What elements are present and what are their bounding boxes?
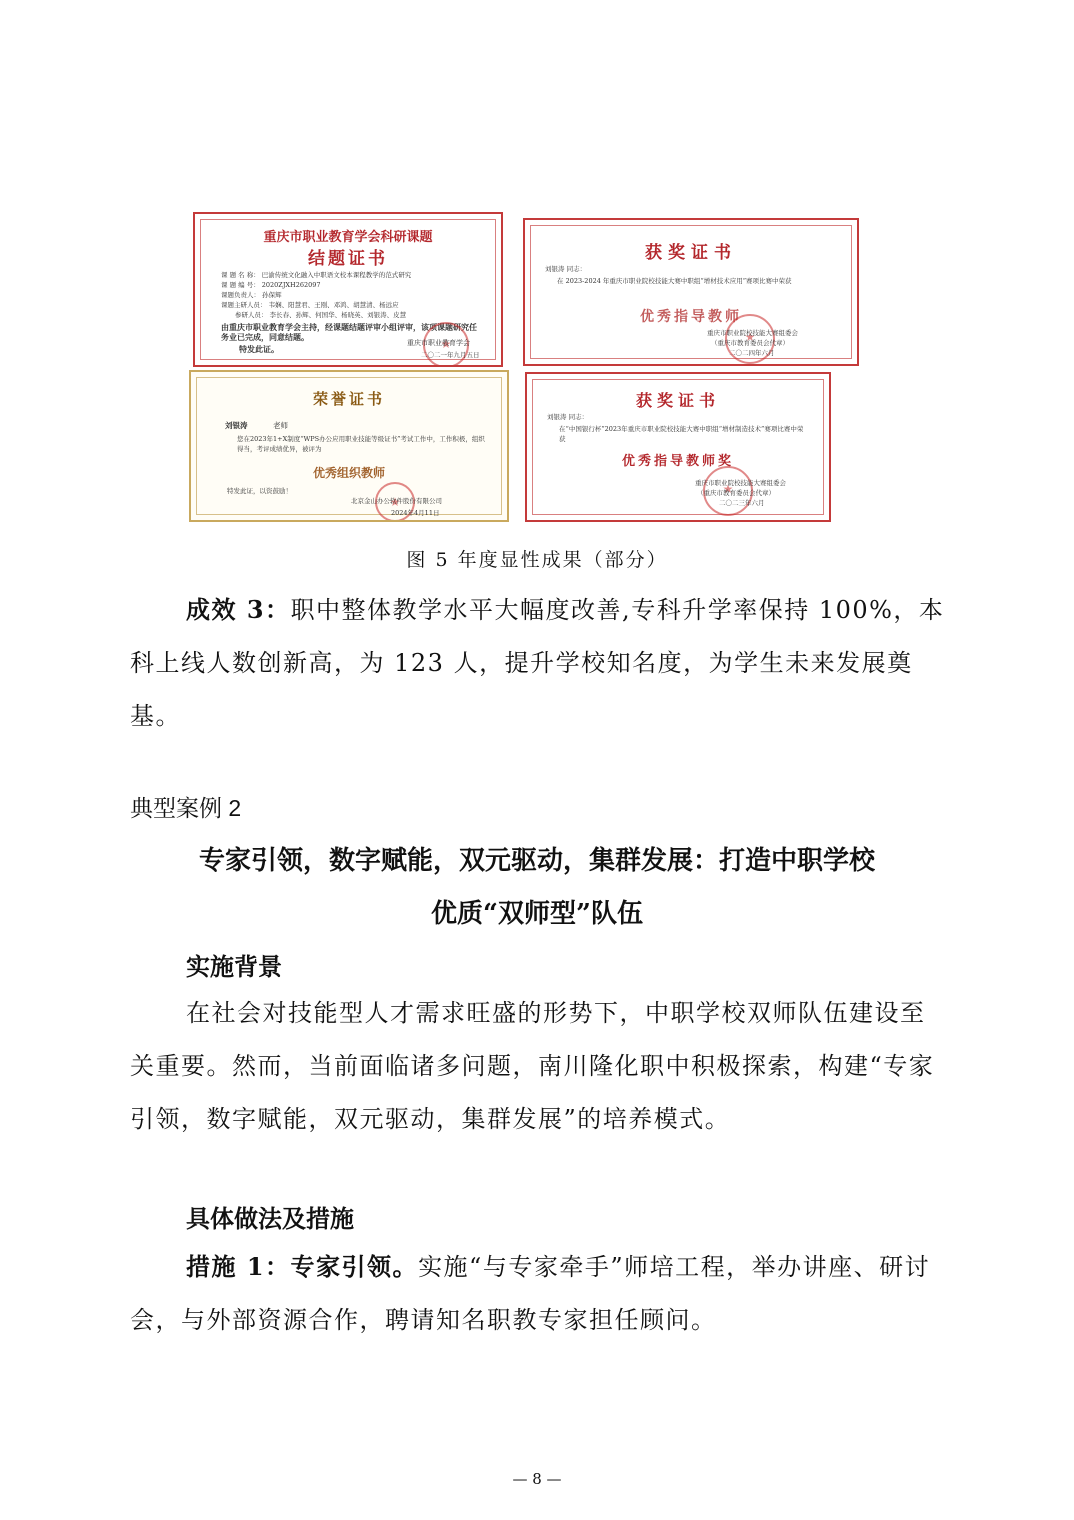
cert1-issuer: 重庆市职业教育学会 xyxy=(407,339,470,347)
cert1-body: 由重庆市职业教育学会主持，经课题结题评审小组评审，该项课题研究任务业已完成，同意结题。 xyxy=(221,322,477,342)
cert2-title: 获奖证书 xyxy=(645,243,737,263)
certificate-research-project xyxy=(193,212,503,367)
cert3-date: 2024年4月11日 xyxy=(391,509,440,517)
case-title-line1: 专家引领，数字赋能，双元驱动，集群发展：打造中职学校 xyxy=(198,846,875,876)
cert1-closing: 特发此证。 xyxy=(239,344,279,354)
cert2-name: 刘银涛 同志： xyxy=(545,265,587,273)
cert1-org: 重庆市职业教育学会科研课题 xyxy=(263,230,433,245)
result3-paragraph xyxy=(130,583,950,743)
cert3-award: 优秀组织教师 xyxy=(312,466,385,480)
cert2-body: 在 2023-2024 年重庆市职业院校技能大赛中职组“增材技术应用”赛项比赛中荣获 xyxy=(557,277,792,285)
cert4-issuer: 重庆市职业院校技能大赛组委会 xyxy=(695,479,786,487)
cert3-closing: 特发此证，以资鼓励！ xyxy=(227,487,292,495)
background-heading: 实施背景 xyxy=(186,954,282,981)
case-title-line2: 优质“双师型”队伍 xyxy=(431,899,643,929)
cert1-line: 课 题 编 号： 2020ZJXH262097 xyxy=(221,281,321,289)
cert4-issuer2: （重庆市教育委员会代章） xyxy=(697,489,775,497)
certificate-award-2023 xyxy=(525,372,831,522)
certificate-honor xyxy=(189,370,509,522)
result3-text: 职中整体教学水平大幅度改善,专科升学率保持 100%，本科上线人数创新高，为 123 人，提升学校知名度，为学生未来发展奠基。 xyxy=(130,596,945,730)
cert3-title: 荣誉证书 xyxy=(312,390,385,408)
cert1-line: 参研人员： 李长春、孙辉、何国华、杨晓英、刘银涛、皮慧 xyxy=(235,311,407,319)
cert2-issuer: 重庆市职业院校技能大赛组委会 xyxy=(707,329,798,337)
cert1-title: 结题证书 xyxy=(308,249,388,269)
cert3-name: 刘银涛 xyxy=(225,421,248,430)
cert1-line: 课题主研人员： 韦娴、阳慧君、王刚、邓鸿、胡慧清、杨远应 xyxy=(221,301,399,309)
cert3-issuer: 北京金山办公软件股份有限公司 xyxy=(351,497,442,505)
measure1-text: 实施“与专家牵手”师培工程，举办讲座、研讨会，与外部资源合作，聘请知名职教专家担任顾问。 xyxy=(130,1253,931,1334)
figure-caption: 图 5 年度显性成果（部分） xyxy=(406,549,668,571)
result3-label: 成效 3： xyxy=(186,595,291,624)
cert3-honorific: 老师 xyxy=(273,421,288,430)
cert1-line: 课 题 名 称： 巴渝传统文化融入中职语文校本课程教学的范式研究 xyxy=(221,271,412,279)
cert1-line: 课题负责人： 孙保辉 xyxy=(221,291,282,299)
case-label: 典型案例 2 xyxy=(130,795,242,821)
cert2-issuer2: （重庆市教育委员会代章） xyxy=(711,339,789,347)
cert4-award: 优秀指导教师奖 xyxy=(621,454,734,469)
cert3-body: 您在2023年1+X制度“WPS办公应用职业技能等级证书”考试工作中，工作积极，组织得当，考评成绩优异，被评为 xyxy=(237,435,485,453)
cert2-award: 优秀指导教师 xyxy=(640,309,742,325)
cert4-name: 刘银涛 同志： xyxy=(547,413,589,421)
measure1-label: 措施 1：专家引领。 xyxy=(186,1252,419,1281)
cert4-title: 获奖证书 xyxy=(635,391,720,410)
measures-heading: 具体做法及措施 xyxy=(186,1206,354,1233)
certificate-award-2024 xyxy=(523,218,859,366)
cert2-date: 二〇二四年六月 xyxy=(729,349,775,357)
background-paragraph: 在社会对技能型人才需求旺盛的形势下，中职学校双师队伍建设至关重要。然而，当前面临诸多问题，南川隆化职中积极探索，构建“专家引领，数字赋能，双元驱动，集群发展”的培养模式。 xyxy=(130,999,935,1133)
certificates-figure xyxy=(175,212,865,528)
page-number: — 8 — xyxy=(512,1470,562,1488)
cert1-date: 二〇二一年九月五日 xyxy=(421,351,480,359)
cert4-body: 在“中国银行杯”2023年重庆市职业院校技能大赛中职组“增材制造技术”赛项比赛中荣获 xyxy=(559,425,804,443)
measure1-paragraph xyxy=(130,1240,950,1347)
cert4-date: 二〇二三年六月 xyxy=(719,499,765,507)
